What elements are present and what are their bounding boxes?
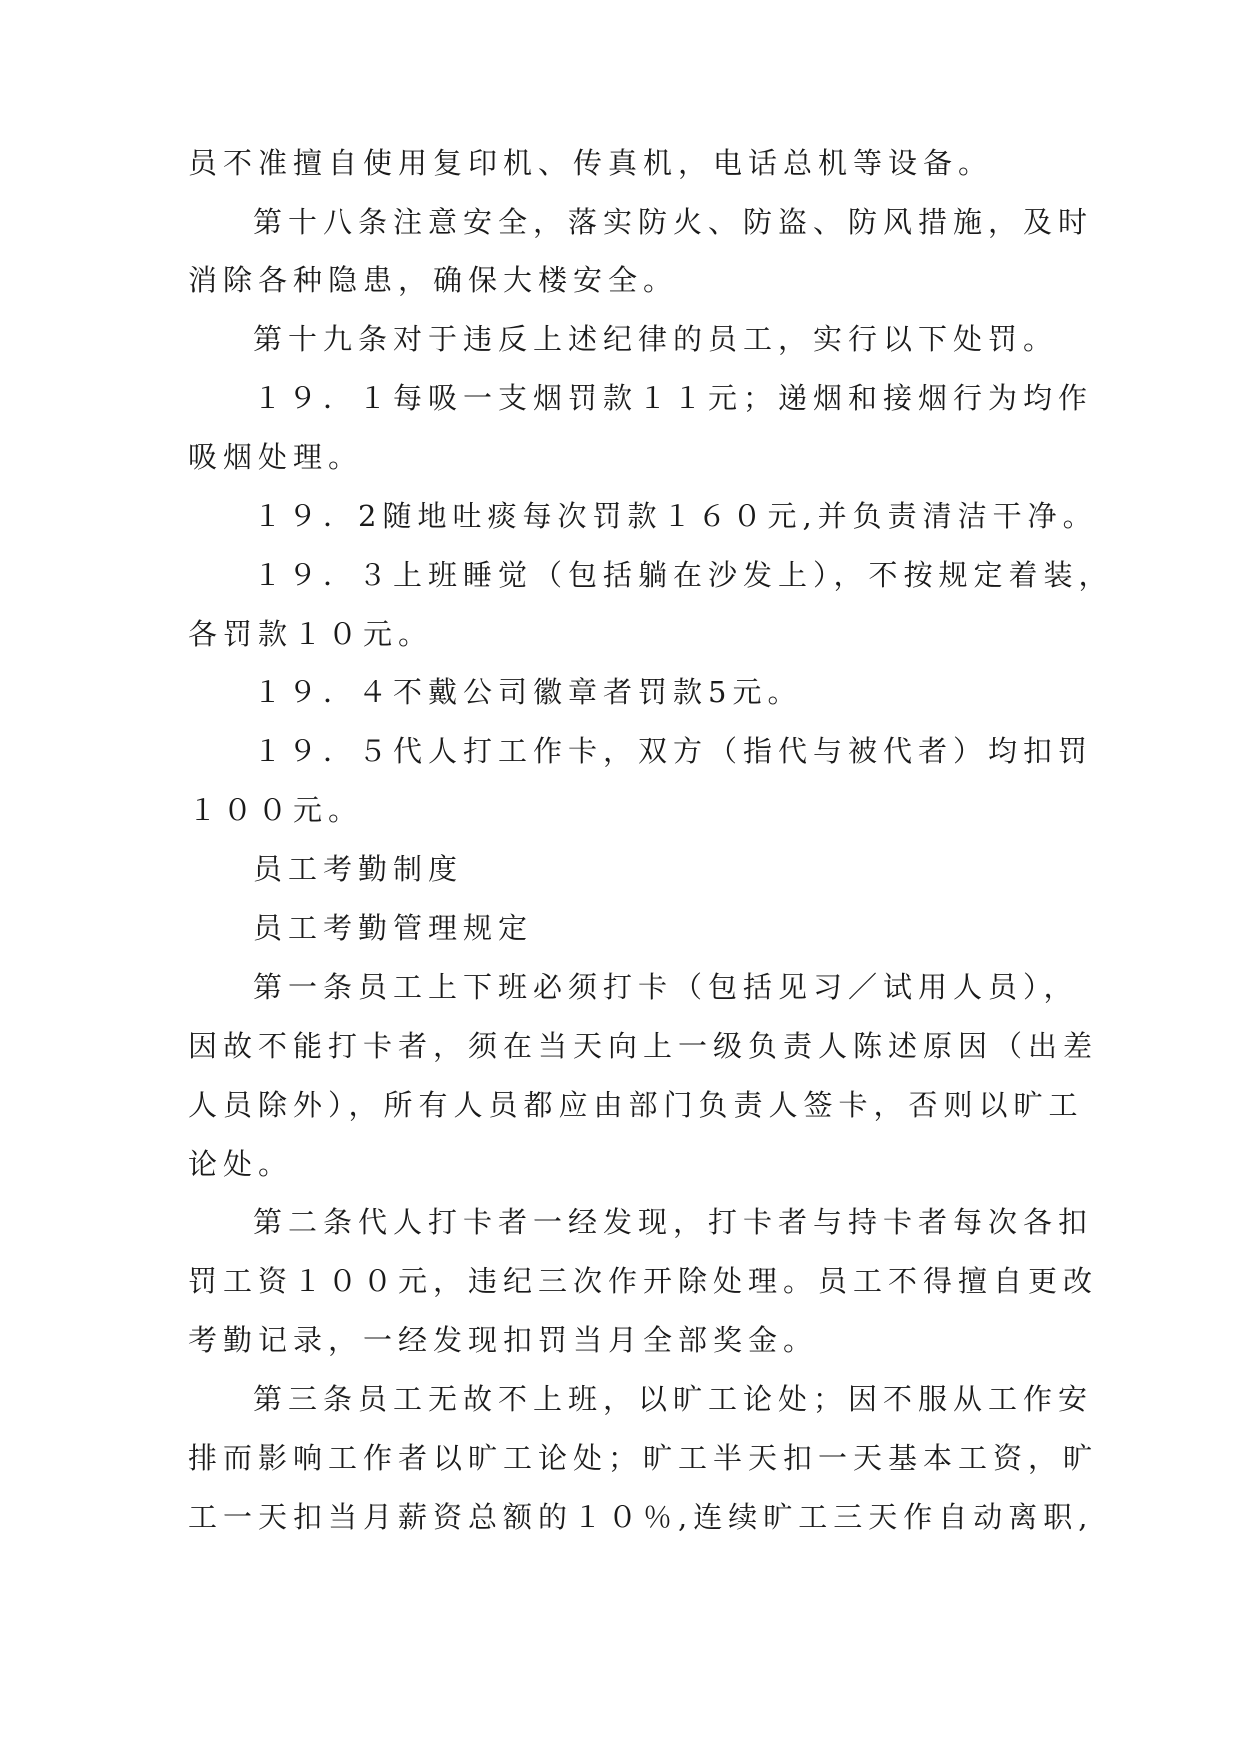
text-line-15: 第一条员工上下班必须打卡（包括见习／试用人员）， [253,970,1079,1004]
text-line-8: １９．３上班睡觉（包括躺在沙发上），不按规定着装， [253,558,1114,592]
text-line-16: 因故不能打卡者，须在当天向上一级负责人陈述原因（出差 [188,1029,1099,1063]
text-line-20: 罚工资１００元，违纪三次作开除处理。员工不得擅自更改 [188,1264,1099,1298]
text-line-22: 第三条员工无故不上班，以旷工论处；因不服从工作安 [253,1382,1094,1416]
text-line-2: 第十八条注意安全，落实防火、防盗、防风措施，及时 [253,205,1094,239]
section-heading: 员工考勤制度 [253,852,464,886]
text-line-23: 排而影响工作者以旷工论处；旷工半天扣一天基本工资，旷 [188,1441,1099,1475]
text-line-12: １００元。 [188,793,364,827]
text-line-6: 吸烟处理。 [188,440,364,474]
text-line-18: 论处。 [188,1147,294,1181]
text-line-11: １９．５代人打工作卡，双方（指代与被代者）均扣罚 [253,734,1094,768]
text-line-21: 考勤记录，一经发现扣罚当月全部奖金。 [188,1323,819,1357]
section-subheading: 员工考勤管理规定 [253,911,534,945]
text-line-3: 消除各种隐患，确保大楼安全。 [188,263,679,297]
text-line-10: １９．４不戴公司徽章者罚款5元。 [253,675,803,709]
text-line-24: 工一天扣当月薪资总额的１０％,连续旷工三天作自动离职, [188,1500,1094,1534]
text-line-9: 各罚款１０元。 [188,617,434,651]
text-line-19: 第二条代人打卡者一经发现，打卡者与持卡者每次各扣 [253,1205,1094,1239]
text-line-4: 第十九条对于违反上述纪律的员工，实行以下处罚。 [253,322,1059,356]
text-line-7: １９．2随地吐痰每次罚款１６０元,并负责清洁干净。 [253,499,1098,533]
text-line-5: １９．１每吸一支烟罚款１１元；递烟和接烟行为均作 [253,381,1094,415]
text-line-1: 员不准擅自使用复印机、传真机，电话总机等设备。 [188,146,994,180]
text-line-17: 人员除外），所有人员都应由部门负责人签卡，否则以旷工 [188,1088,1084,1122]
